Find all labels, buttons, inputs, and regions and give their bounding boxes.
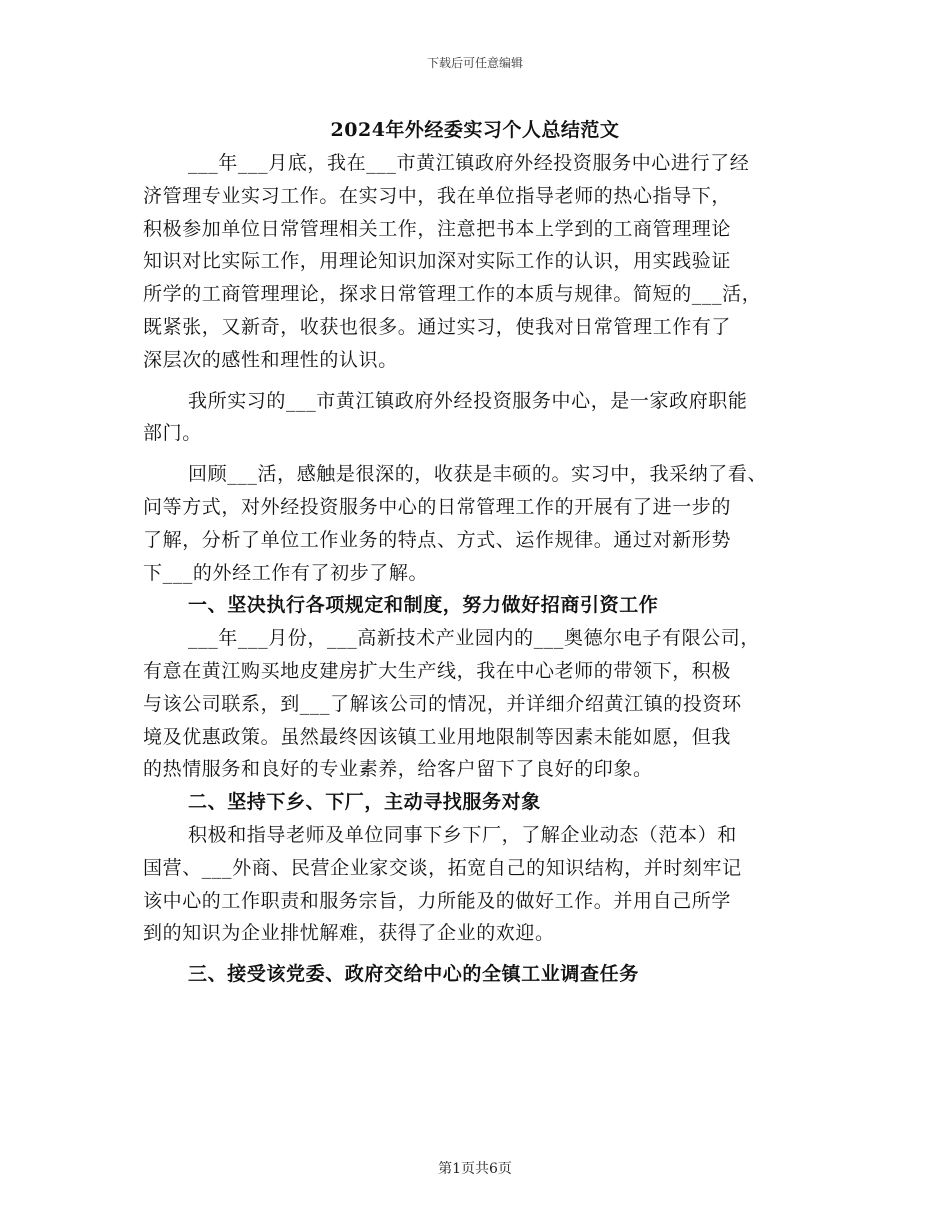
section-heading: 一、坚决执行各项规定和制度，努力做好招商引资工作 bbox=[188, 594, 659, 617]
body-line: 下___的外经工作有了初步了解。 bbox=[143, 561, 429, 584]
body-line: 该中心的工作职责和服务宗旨，力所能及的做好工作。并用自己所学 bbox=[143, 889, 732, 912]
body-line: 回顾___活，感触是很深的，收获是丰硕的。实习中，我采纳了看、 bbox=[188, 463, 768, 486]
body-line: ___年___月底，我在___市黄江镇政府外经投资服务中心进行了经 bbox=[188, 152, 750, 174]
body-line: 既紧张，又新奇，收获也很多。通过实习，使我对日常管理工作有了 bbox=[143, 315, 732, 338]
page-footer: 第1页共6页 bbox=[438, 1161, 512, 1177]
paragraph-gap bbox=[143, 377, 815, 385]
body-line: 问等方式，对外经投资服务中心的日常管理工作的开展有了进一步的 bbox=[143, 495, 732, 518]
body-line: 积极参加单位日常管理相关工作，注意把书本上学到的工商管理理论 bbox=[143, 217, 732, 240]
body-line: 部门。 bbox=[143, 422, 202, 445]
document-title: 2024年外经委实习个人总结范文 bbox=[330, 119, 620, 141]
body-line: 我所实习的___市黄江镇政府外经投资服务中心，是一家政府职能 bbox=[188, 389, 748, 412]
body-line: 有意在黄江购买地皮建房扩大生产线，我在中心老师的带领下，积极 bbox=[143, 659, 732, 682]
body-line: 积极和指导老师及单位同事下乡下厂，了解企业动态（范本）和 bbox=[188, 823, 737, 846]
paragraph-gap bbox=[143, 450, 815, 458]
document-body bbox=[143, 147, 815, 991]
body-line: ___年___月份，___高新技术产业园内的___奥德尔电子有限公司， bbox=[188, 627, 761, 650]
body-line: 深层次的感性和理性的认识。 bbox=[143, 348, 398, 371]
page-header: 下载后可任意编辑 bbox=[426, 56, 523, 70]
body-line: 所学的工商管理理论，探求日常管理工作的本质与规律。简短的___活， bbox=[143, 283, 762, 306]
body-line: 与该公司联系，到___了解该公司的情况，并详细介绍黄江镇的投资环 bbox=[143, 692, 742, 715]
body-line: 知识对比实际工作，用理论知识加深对实际工作的认识，用实践验证 bbox=[143, 250, 732, 273]
body-line: 国营、___外商、民营企业家交谈，拓宽自己的知识结构，并时刻牢记 bbox=[143, 856, 742, 879]
body-line: 境及优惠政策。虽然最终因该镇工业用地限制等因素未能如愿，但我 bbox=[143, 725, 732, 748]
body-line: 了解，分析了单位工作业务的特点、方式、运作规律。通过对新形势 bbox=[143, 528, 732, 551]
body-line: 到的知识为企业排忧解难，获得了企业的欢迎。 bbox=[143, 922, 555, 945]
section-heading: 二、坚持下乡、下厂，主动寻找服务对象 bbox=[188, 791, 541, 814]
body-line: 的热情服务和良好的专业素养，给客户留下了良好的印象。 bbox=[143, 758, 653, 781]
body-line: 济管理专业实习工作。在实习中，我在单位指导老师的热心指导下， bbox=[143, 184, 732, 207]
section-heading: 三、接受该党委、政府交给中心的全镇工业调查任务 bbox=[188, 963, 639, 986]
paragraph-gap bbox=[143, 950, 815, 958]
